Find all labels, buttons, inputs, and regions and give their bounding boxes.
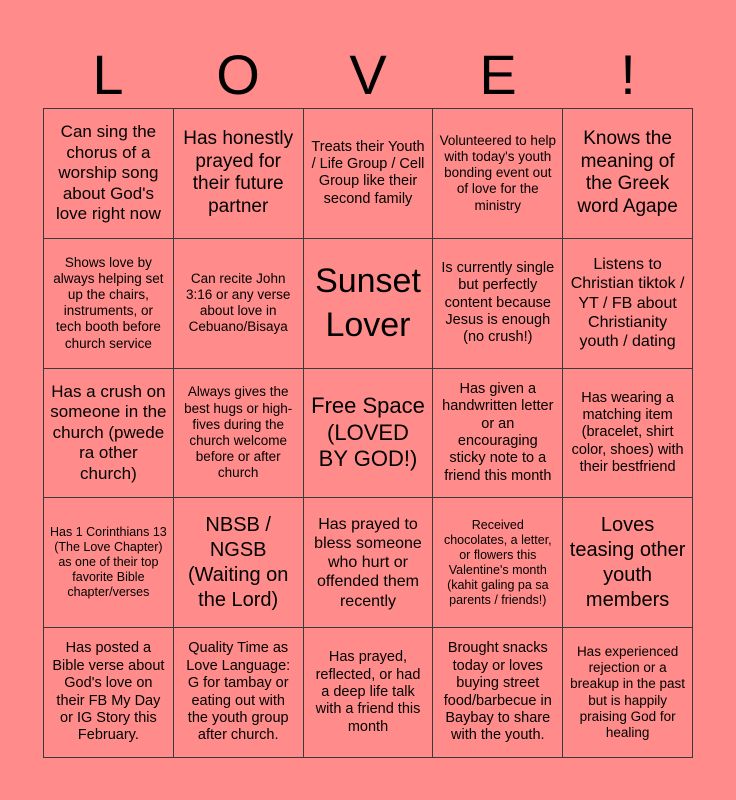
bingo-title — [43, 44, 693, 106]
bingo-cell-r1-c1[interactable]: Can sing the chorus of a worship song about God's love right now — [44, 109, 174, 239]
bingo-cell-r5-c3[interactable]: Has prayed, reflected, or had a deep life talk with a friend this month — [304, 628, 434, 758]
title-letter-3: V — [349, 43, 387, 106]
bingo-cell-r3-c3[interactable]: Free Space (LOVED BY GOD!) — [304, 369, 434, 499]
bingo-cell-r5-c4[interactable]: Brought snacks today or loves buying street food/barbecue in Baybay to share with the youth. — [433, 628, 563, 758]
bingo-cell-r2-c1[interactable]: Shows love by always helping set up the chairs, instruments, or tech booth before church service — [44, 239, 174, 369]
bingo-cell-r3-c1[interactable]: Has a crush on someone in the church (pwede ra other church) — [44, 369, 174, 499]
bingo-cell-r5-c1[interactable]: Has posted a Bible verse about God's love on their FB My Day or IG Story this February. — [44, 628, 174, 758]
bingo-cell-r3-c4[interactable]: Has given a handwritten letter or an encouraging sticky note to a friend this month — [433, 369, 563, 499]
bingo-cell-r1-c5[interactable]: Knows the meaning of the Greek word Agape — [563, 109, 693, 239]
bingo-cell-r4-c3[interactable]: Has prayed to bless someone who hurt or offended them recently — [304, 498, 434, 628]
title-letter-2: O — [216, 43, 260, 106]
bingo-grid — [43, 108, 693, 758]
bingo-cell-r4-c2[interactable]: NBSB / NGSB (Waiting on the Lord) — [174, 498, 304, 628]
bingo-cell-r4-c5[interactable]: Loves teasing other youth members — [563, 498, 693, 628]
bingo-cell-r1-c4[interactable]: Volunteered to help with today's youth bonding event out of love for the ministry — [433, 109, 563, 239]
bingo-cell-r2-c5[interactable]: Listens to Christian tiktok / YT / FB about Christianity youth / dating — [563, 239, 693, 369]
bingo-cell-r5-c2[interactable]: Quality Time as Love Language: G for tambay or eating out with the youth group after church. — [174, 628, 304, 758]
title-letter-5: ! — [620, 43, 636, 106]
bingo-cell-r2-c4[interactable]: Is currently single but perfectly content because Jesus is enough (no crush!) — [433, 239, 563, 369]
title-letter-1: L — [92, 43, 124, 106]
bingo-cell-r3-c2[interactable]: Always gives the best hugs or high-fives during the church welcome before or after church — [174, 369, 304, 499]
bingo-cell-r4-c1[interactable]: Has 1 Corinthians 13 (The Love Chapter) as one of their top favorite Bible chapter/verses — [44, 498, 174, 628]
bingo-cell-r5-c5[interactable]: Has experienced rejection or a breakup in the past but is happily praising God for healing — [563, 628, 693, 758]
bingo-cell-r2-c3[interactable]: Sunset Lover — [304, 239, 434, 369]
bingo-cell-r1-c2[interactable]: Has honestly prayed for their future partner — [174, 109, 304, 239]
bingo-cell-r4-c4[interactable]: Received chocolates, a letter, or flowers this Valentine's month (kahit galing pa sa parents / friends!) — [433, 498, 563, 628]
bingo-cell-r3-c5[interactable]: Has wearing a matching item (bracelet, shirt color, shoes) with their bestfriend — [563, 369, 693, 499]
bingo-cell-r2-c2[interactable]: Can recite John 3:16 or any verse about love in Cebuano/Bisaya — [174, 239, 304, 369]
bingo-cell-r1-c3[interactable]: Treats their Youth / Life Group / Cell Group like their second family — [304, 109, 434, 239]
title-letter-4: E — [479, 43, 517, 106]
